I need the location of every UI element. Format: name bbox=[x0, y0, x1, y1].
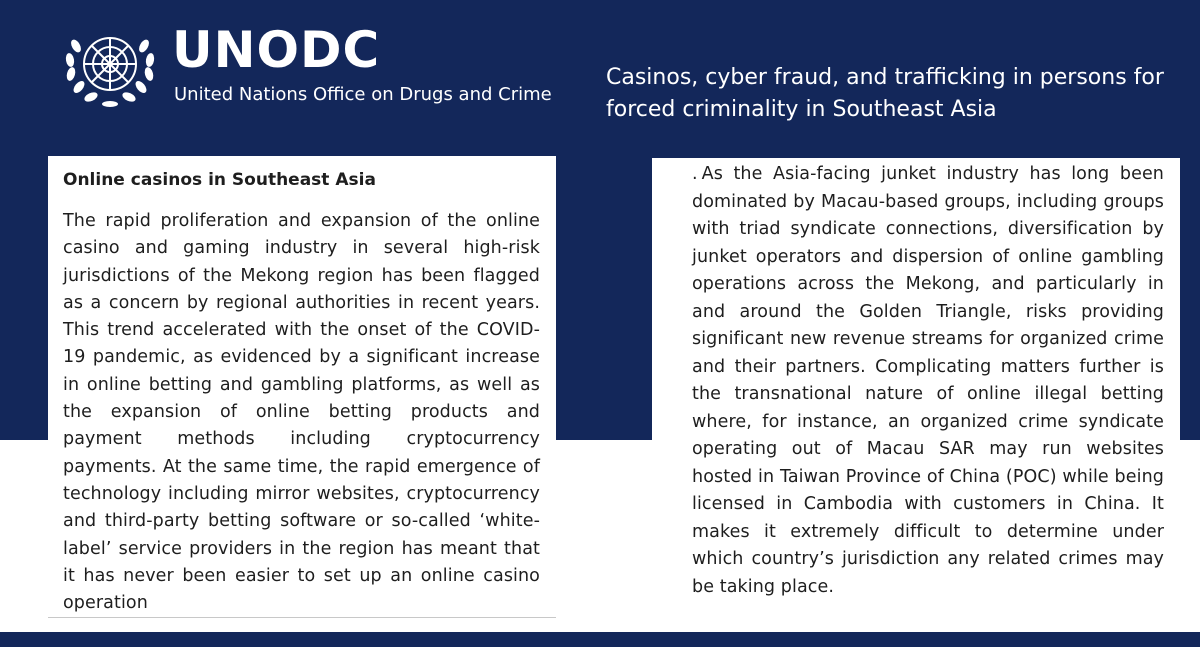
report-title: Casinos, cyber fraud, and trafficking in persons for forced criminality in Southeast Asia bbox=[606, 65, 1164, 122]
section-heading: Online casinos in Southeast Asia bbox=[63, 170, 376, 190]
right-paragraph-block bbox=[692, 161, 1164, 601]
un-emblem-icon bbox=[60, 24, 160, 110]
lead-mark: . bbox=[692, 164, 698, 184]
right-text-panel bbox=[652, 158, 1180, 632]
right-paragraph: As the Asia-facing junket industry has long been dominated by Macau-based groups, including groups with triad syndicate connections, diversification by junket operators and dispersion of online gambling operations across the Mekong, and particularly in and around the Golden Triangle, risks providing significant new revenue streams for organized crime and their partners. Complicating matters further is the transnational nature of online illegal betting where, for instance, an organized crime syndicate operating out of Macau SAR may run websites hosted in Taiwan Province of China (POC) while being licensed in Cambodia with customers in China. It makes it extremely difficult to determine under which country’s jurisdiction any related crimes may be taking place. bbox=[692, 164, 1164, 597]
left-paragraph: The rapid proliferation and expansion of the online casino and gaming industry in several high-risk jurisdictions of the Mekong region has been flagged as a concern by regional authorities in recent years. This trend accelerated with the onset of the COVID-19 pandemic, as evidenced by a significant increase in online betting and gambling platforms, as well as the expansion of online betting products and payment methods including cryptocurrency payments. At the same time, the rapid emergence of technology including mirror websites, cryptocurrency and third-party betting software or so-called ‘white-label’ service providers in the region has meant that it has never been easier to set up an online casino operation bbox=[63, 211, 540, 614]
margin-strip bbox=[0, 440, 48, 632]
left-text-panel bbox=[48, 156, 556, 618]
org-name: United Nations Office on Drugs and Crime bbox=[174, 84, 552, 105]
org-acronym: UNODC bbox=[172, 21, 381, 79]
footer-band bbox=[0, 632, 1200, 647]
